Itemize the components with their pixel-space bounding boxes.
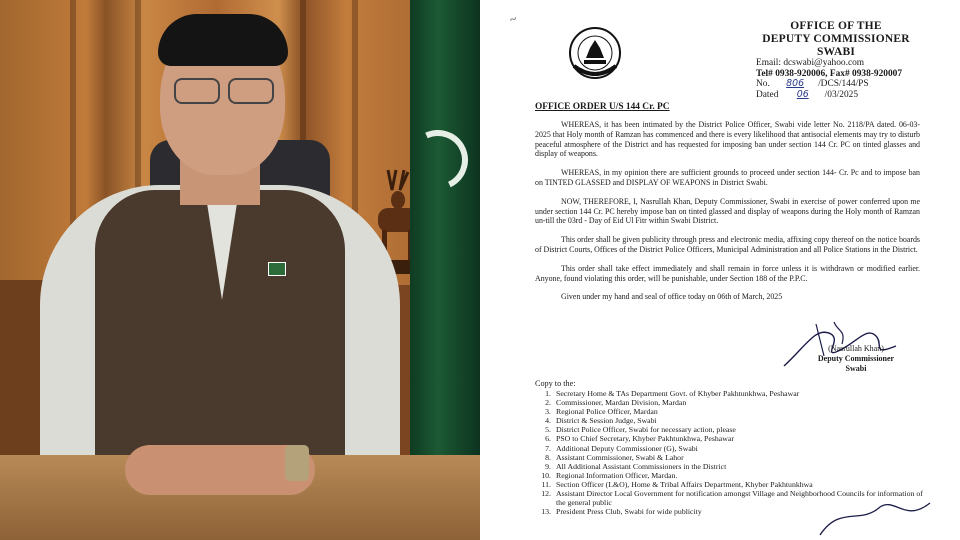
copy-to-text: Regional Information Officer, Mardan. — [556, 470, 678, 480]
crescent-icon — [400, 122, 477, 199]
copy-to-heading: Copy to the: — [535, 379, 576, 388]
paragraph-effect: This order shall take effect immediately and shall remain in force unless it is withdrawn or modified earlier. Anyone, found violating this order, will be punishable, under Section 188 of the P.P.C. — [535, 263, 920, 283]
copy-to-number: 12. — [541, 489, 551, 499]
copy-to-text: Assistant Director Local Government for notification amongst Village and Neighborhood Councils for information of the general public — [556, 489, 923, 508]
copy-to-text: Secretary Home & TAs Department Govt. of Khyber Pakhtunkhwa, Peshawar — [556, 389, 800, 398]
paragraph-given-under: Given under my hand and seal of office today on 06th of March, 2025 — [561, 292, 783, 302]
district-emblem-icon — [564, 26, 626, 80]
wristwatch-icon — [285, 445, 309, 481]
letterhead-line-3: SWABI — [816, 46, 856, 58]
copy-to-number: 3. — [545, 407, 551, 417]
copy-to-item — [535, 389, 925, 398]
copy-to-item — [535, 416, 925, 425]
letterhead-line-2: DEPUTY COMMISSIONER — [762, 33, 910, 45]
tel-fax-line: Tel# 0938-920006, Fax# 0938-920007 — [756, 68, 903, 79]
reference-suffix: /DCS/144/PS — [818, 79, 869, 90]
copy-to-text: Commissioner, Mardan Division, Mardan — [556, 398, 687, 408]
signatory-name: (Nasrullah Khan) — [828, 344, 884, 353]
copy-to-text: Section Officer (L&O), Home & Tribal Affairs Department, Khyber Pakhtunkhwa — [556, 479, 813, 489]
copy-to-item — [535, 434, 925, 443]
copy-to-text: President Press Club, Swabi for wide publicity — [556, 507, 702, 517]
paragraph-now-therefore: NOW, THEREFORE, I, Nasrullah Khan, Deputy Commissioner, Swabi in exercise of power conferred upon me under section 144 Cr. PC hereby impose ban on tinted glassed and display of weapons during the Holy month of Ramzan un-till the 03rd - Day of Eid Ul Fitr within Swabi District. — [535, 196, 920, 226]
copy-to-item — [535, 453, 925, 462]
copy-to-item — [535, 425, 925, 434]
copy-to-number: 11. — [541, 479, 551, 489]
copy-to-item — [535, 471, 925, 480]
contact-block — [756, 58, 956, 100]
copy-to-number: 8. — [545, 452, 551, 462]
signatory-designation: Deputy Commissioner — [817, 354, 895, 363]
copy-to-text: All Additional Assistant Commissioners in the District — [556, 461, 727, 471]
copy-to-text: District & Session Judge, Swabi — [556, 416, 657, 426]
paragraph-whereas-1: WHEREAS, it has been intimated by the District Police Officer, Swabi vide letter No. 2118/PA dated. 06-03-2025 that Holy month of Ramzan has commenced and there is every likelihood that antisocial elements may try to disturb peaceful atmosphere of the District and has requested for imposing ban under section 144 Cr. PC on tinted glasses and display of weapons. — [535, 120, 920, 159]
copy-to-text: Regional Police Officer, Mardan — [556, 407, 658, 417]
eyeglasses-icon — [170, 78, 275, 102]
copy-to-text: District Police Officer, Swabi for necessary action, please — [556, 425, 736, 435]
order-body — [535, 120, 920, 311]
copy-to-number: 5. — [545, 425, 551, 435]
copy-to-number: 1. — [545, 389, 551, 398]
copy-to-number: 4. — [545, 416, 551, 426]
copy-to-text: Additional Deputy Commissioner (G), Swabi — [556, 443, 698, 453]
copy-to-number: 10. — [541, 470, 551, 480]
copy-to-item — [535, 462, 925, 471]
copy-to-number: 7. — [545, 443, 551, 453]
dated-handwritten: 06 — [796, 88, 809, 100]
person-hair — [158, 14, 288, 66]
copy-to-item — [535, 480, 925, 489]
flag-pin-icon — [268, 262, 286, 276]
paragraph-whereas-2: WHEREAS, in my opinion there are sufficient grounds to proceed under section 144- Cr. Pc and to impose ban on TINTED GLASSED and DISPLAY OF WEAPONS in District Swabi. — [535, 168, 920, 187]
order-title: OFFICE ORDER U/S 144 Cr. PC — [535, 102, 670, 112]
office-letterhead — [736, 20, 936, 59]
paragraph-publicity: This order shall be given publicity through press and electronic media, affixing copy thereof on the notice boards of District Courts, Offices of the District Police Officers, Municipal Administration and all Police Stations in the District. — [535, 235, 920, 254]
dated-label: Dated — [756, 89, 779, 100]
copy-to-number: 2. — [545, 398, 551, 408]
initials-scribble — [810, 495, 940, 540]
letterhead-line-1: OFFICE OF THE — [790, 20, 882, 32]
no-label: No. — [756, 79, 770, 90]
dated-line — [756, 90, 956, 101]
signatory-location: Swabi — [845, 364, 867, 373]
office-order-document — [480, 0, 960, 540]
copy-to-item — [535, 407, 925, 416]
copy-to-item — [535, 444, 925, 453]
signatory-block — [796, 344, 916, 374]
copy-to-number: 6. — [545, 434, 551, 444]
copy-to-number: 9. — [545, 461, 551, 471]
copy-to-text: PSO to Chief Secretary, Khyber Pakhtunkhwa, Peshawar — [556, 434, 734, 444]
copy-to-text: Assistant Commissioner, Swabi & Lahor — [556, 452, 684, 462]
reference-number-handwritten: 806 — [786, 78, 805, 90]
email-line: Email: dcswabi@yahoo.com — [756, 58, 865, 68]
dated-suffix: /03/2025 — [824, 89, 859, 100]
copy-to-item — [535, 398, 925, 407]
stray-pen-mark: ~ — [507, 11, 519, 27]
copy-to-number: 13. — [541, 507, 551, 517]
